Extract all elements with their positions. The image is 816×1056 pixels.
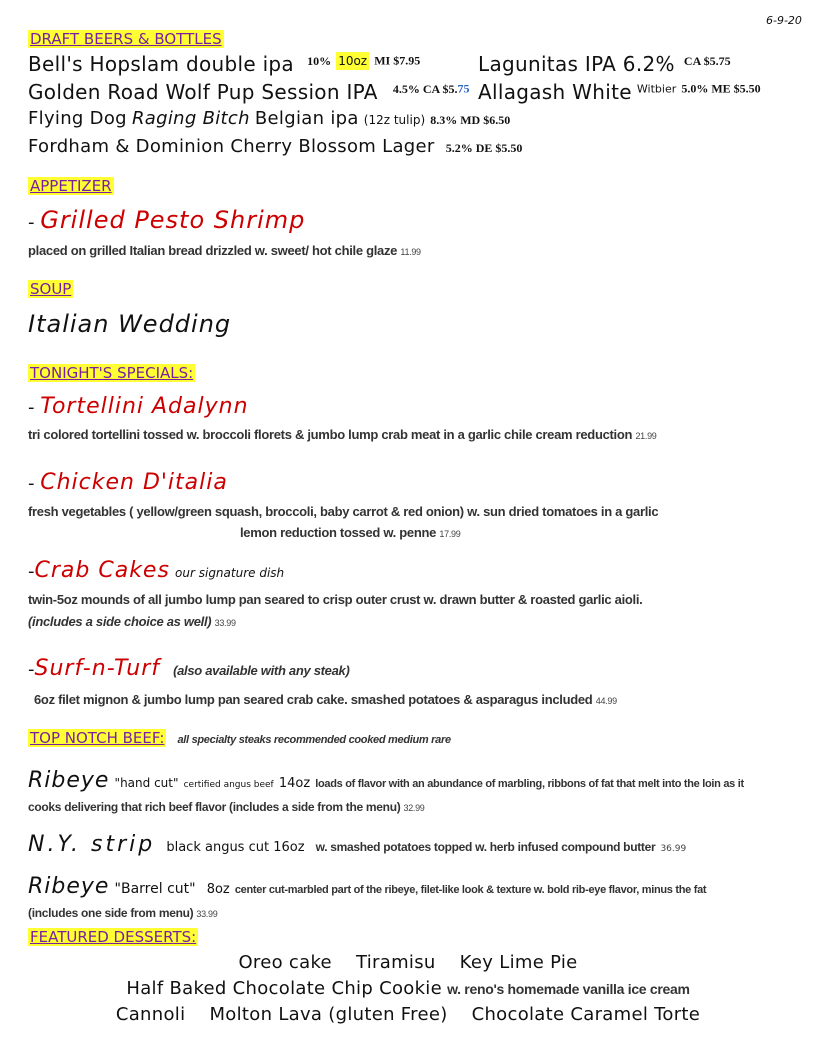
beer-name-italic: Raging Bitch: [131, 108, 250, 129]
beef-header: [28, 728, 451, 747]
beer-heading: DRAFT BEERS & BOTTLES: [30, 30, 222, 48]
desserts-line-2: [0, 978, 816, 999]
beef-ribeye-hand-desc-2: [28, 800, 425, 814]
dish-desc: tri colored tortellini tossed w. broccoli florets & jumbo lump crab meat in a garlic chile cream reduction: [28, 427, 633, 442]
steak-name: N.Y. strip: [28, 832, 156, 857]
beer-name-end: Belgian ipa: [254, 108, 359, 129]
steak-cut: "Barrel cut": [114, 881, 196, 897]
special-tortellini: [28, 394, 249, 419]
menu-date: 6-9-20: [766, 14, 802, 27]
dish-name: Tortellini Adalynn: [40, 394, 249, 419]
steak-price: 32.99: [403, 803, 425, 813]
steak-desc: center cut-marbled part of the ribeye, filet-like look & texture w. bold rib-eye flavor, minus the fat: [234, 884, 707, 896]
dish-price: 44.99: [595, 696, 617, 706]
steak-desc: loads of flavor with an abundance of marbling, ribbons of fat that melt into the loin as it: [315, 778, 744, 790]
beer-name: Bell's Hopslam double ipa: [28, 52, 294, 76]
dish-name: Surf-n-Turf: [34, 656, 160, 681]
special-tortellini-desc: [28, 427, 656, 442]
desserts-line-3: Cannoli Molton Lava (gluten Free) Chocolate Caramel Torte: [115, 1004, 701, 1025]
appetizer-title: [28, 206, 305, 234]
dash: -: [28, 397, 41, 418]
dessert-note: w. reno's homemade vanilla ice cream: [447, 981, 690, 997]
dish-name: Grilled Pesto Shrimp: [40, 206, 306, 234]
dish-name: Crab Cakes: [34, 558, 170, 583]
beer-name: Allagash White: [478, 80, 632, 104]
dish-price: 17.99: [439, 529, 461, 539]
beer-info: 8.3% MD $6.50: [430, 113, 511, 127]
dish-desc: (includes a side choice as well): [28, 614, 212, 629]
steak-price: 36.99: [660, 844, 687, 854]
dish-price: 21.99: [635, 431, 657, 441]
appetizer-desc: [28, 243, 421, 258]
steak-cut: black angus cut 16oz: [166, 840, 305, 855]
beer-name: Fordham & Dominion Cherry Blossom Lager: [28, 136, 435, 157]
dish-note: our signature dish: [175, 566, 285, 580]
dish-desc: lemon reduction tossed w. penne: [240, 525, 437, 540]
beer-flying-dog: [28, 108, 510, 129]
beer-bells: [28, 52, 420, 76]
steak-price: 33.99: [196, 909, 218, 919]
soup-heading: SOUP: [30, 280, 72, 298]
dessert-name: Half Baked Chocolate Chip Cookie: [126, 978, 442, 999]
beer-lagunitas: [478, 52, 731, 76]
beef-ribeye-hand: [28, 768, 744, 793]
special-surf-turf: [28, 656, 349, 681]
beer-golden-road: [28, 80, 470, 104]
desserts-line-1: Oreo cake Tiramisu Key Lime Pie: [238, 952, 578, 973]
dash: -: [28, 212, 41, 233]
steak-desc: cooks delivering that rich beef flavor (includes a side from the menu): [28, 800, 401, 814]
steak-name: Ribeye: [28, 768, 110, 793]
specials-heading: TONIGHT'S SPECIALS:: [30, 364, 194, 382]
steak-brand: certified angus beef: [183, 780, 274, 790]
beer-info: 5.0% ME $5.50: [681, 81, 761, 96]
beer-info: MI $7.95: [374, 53, 421, 68]
beer-info: CA $5.75: [683, 53, 731, 68]
dash: -: [28, 473, 41, 494]
desserts-heading: FEATURED DESSERTS:: [30, 928, 197, 946]
beer-info: 4.5% CA $5.: [392, 81, 458, 96]
soup-name: Italian Wedding: [28, 310, 232, 338]
steak-name: Ribeye: [28, 874, 110, 899]
beer-style: Witbier: [636, 82, 677, 96]
special-chicken-desc-2: [240, 525, 460, 540]
beer-name: Golden Road Wolf Pup Session IPA: [28, 80, 378, 104]
beer-abv: 10%: [307, 53, 332, 68]
steak-desc: (includes one side from menu): [28, 906, 194, 920]
beef-ribeye-barrel: [28, 874, 706, 899]
beef-ny-strip: [28, 832, 686, 857]
steak-weight: 8oz: [206, 882, 230, 897]
beer-note: (12z tulip): [363, 113, 426, 127]
beer-allagash: [478, 80, 761, 104]
beef-ribeye-barrel-desc-2: [28, 906, 217, 920]
dish-desc: placed on grilled Italian bread drizzled w. sweet/ hot chile glaze: [28, 243, 398, 258]
special-chicken: [28, 470, 228, 495]
appetizer-heading: APPETIZER: [30, 177, 112, 195]
beer-name: Lagunitas IPA 6.2%: [478, 52, 675, 76]
dish-note: (also available with any steak): [173, 663, 350, 678]
special-crab-desc-1: twin-5oz mounds of all jumbo lump pan seared to crisp outer crust w. drawn butter & roasted garlic aioli.: [28, 592, 643, 607]
dish-price: 11.99: [400, 247, 421, 257]
special-crab-desc-2: [28, 614, 236, 629]
beef-note: all specialty steaks recommended cooked medium rare: [177, 734, 451, 746]
special-chicken-desc-1: fresh vegetables ( yellow/green squash, broccoli, baby carrot & red onion) w. sun dried tomatoes in a garlic: [28, 504, 659, 519]
dash: -: [28, 561, 35, 582]
beer-size: 10oz: [338, 53, 368, 68]
beer-price-cents: 75: [457, 81, 470, 96]
beer-info: 5.2% DE $5.50: [445, 141, 523, 155]
special-crab-cakes: [28, 558, 284, 583]
dish-desc: 6oz filet mignon & jumbo lump pan seared crab cake. smashed potatoes & asparagus included: [34, 692, 593, 707]
steak-weight: 14oz: [278, 776, 311, 791]
steak-desc: w. smashed potatoes topped w. herb infused compound butter: [315, 840, 656, 854]
beef-heading: TOP NOTCH BEEF:: [30, 729, 165, 747]
beer-name: Flying Dog: [28, 108, 127, 129]
dash: -: [28, 659, 35, 680]
dish-name: Chicken D'italia: [40, 470, 228, 495]
dish-price: 33.99: [214, 618, 236, 628]
special-surf-desc: [34, 692, 617, 707]
steak-cut: "hand cut": [114, 776, 179, 790]
beer-fordham: [28, 136, 522, 157]
